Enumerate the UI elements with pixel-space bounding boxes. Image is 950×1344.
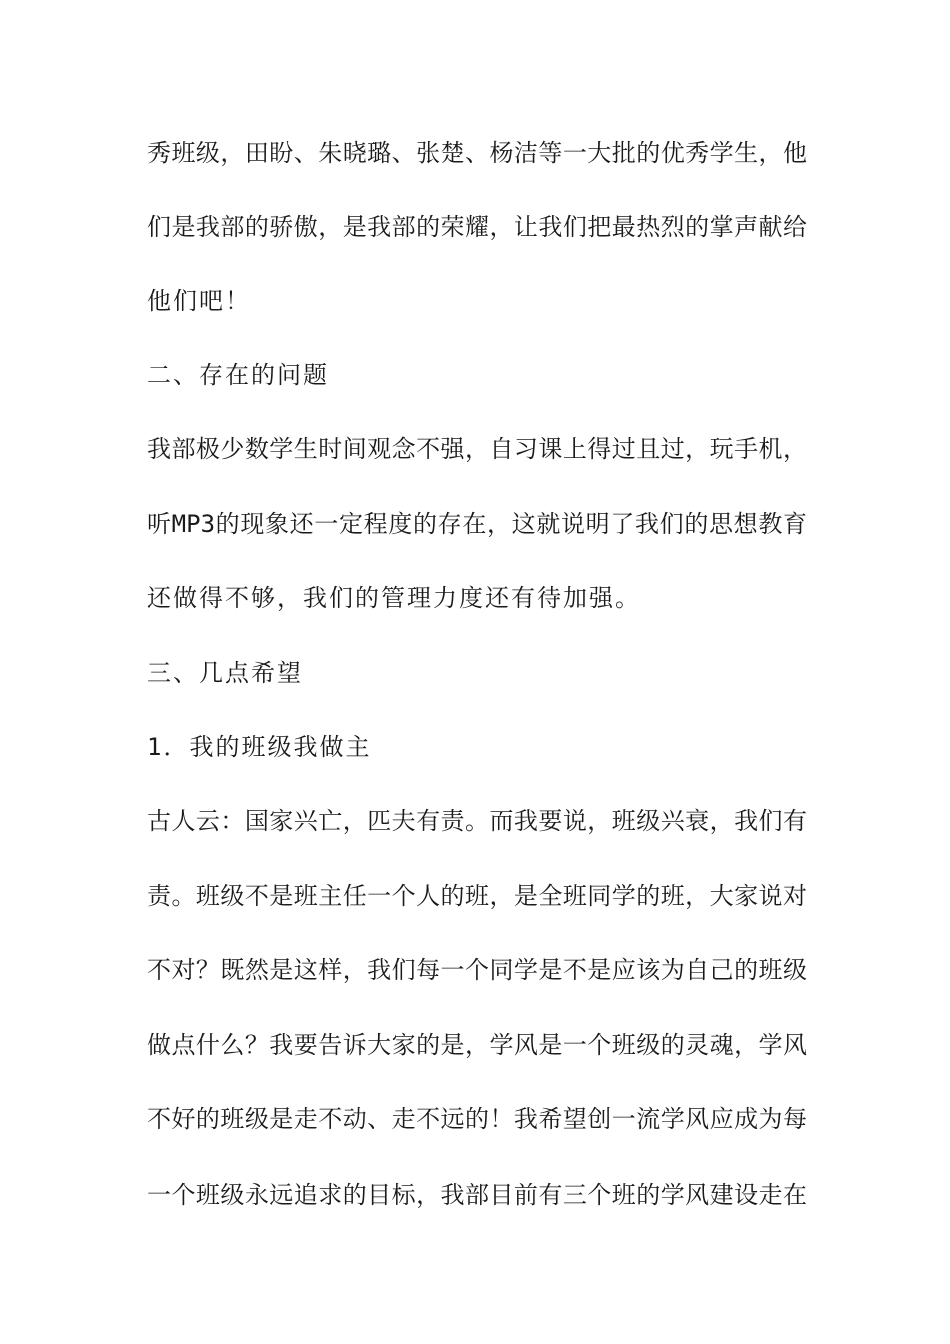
paragraph-line: 听MP3的现象还一定程度的存在，这就说明了我们的思想教育 bbox=[147, 510, 807, 538]
section-heading: 二、存在的问题 bbox=[147, 361, 329, 389]
section-heading: 三、几点希望 bbox=[147, 659, 303, 687]
paragraph-line: 秀班级，田盼、朱晓璐、张楚、杨洁等一大批的优秀学生，他 bbox=[147, 139, 807, 167]
paragraph-line: 不对？既然是这样，我们每一个同学是不是应该为自己的班级 bbox=[147, 956, 807, 984]
paragraph-line: 还做得不够，我们的管理力度还有待加强。 bbox=[147, 584, 641, 612]
paragraph-line: 一个班级永远追求的目标，我部目前有三个班的学风建设走在 bbox=[147, 1181, 807, 1209]
paragraph-line: 们是我部的骄傲，是我部的荣耀，让我们把最热烈的掌声献给 bbox=[147, 213, 807, 241]
paragraph-line: 责。班级不是班主任一个人的班，是全班同学的班，大家说对 bbox=[147, 882, 807, 910]
subsection-heading: 1．我的班级我做主 bbox=[147, 733, 372, 761]
paragraph-line: 做点什么？我要告诉大家的是，学风是一个班级的灵魂，学风 bbox=[147, 1031, 807, 1059]
paragraph-line: 不好的班级是走不动、走不远的！我希望创一流学风应成为每 bbox=[147, 1105, 807, 1133]
paragraph-line: 我部极少数学生时间观念不强，自习课上得过且过，玩手机， bbox=[147, 435, 807, 463]
paragraph-line: 古人云：国家兴亡，匹夫有责。而我要说，班级兴衰，我们有 bbox=[147, 807, 807, 835]
paragraph-line: 他们吧！ bbox=[147, 287, 251, 315]
